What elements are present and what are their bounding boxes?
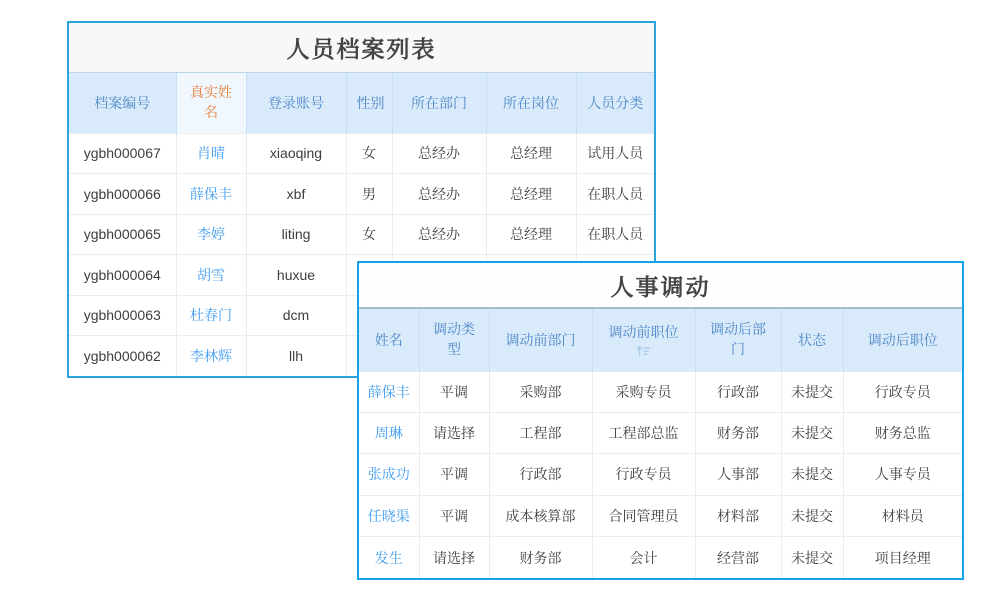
archive-table-title: 人员档案列表 [69,23,654,73]
table-cell: xbf [246,174,346,215]
table-cell: 试用人员 [576,133,654,174]
transfer-header-row [359,309,962,371]
col-header-archive-no[interactable]: 档案编号 [69,73,176,133]
table-cell: 在职人员 [576,174,654,215]
person-name-link[interactable]: 李林辉 [176,336,246,377]
person-name-link[interactable]: 任晓渠 [359,495,419,536]
person-name-link[interactable]: 周琳 [359,412,419,453]
archive-header-row [69,73,654,133]
table-cell: 总经办 [392,133,486,174]
table-cell: ygbh000064 [69,255,176,296]
table-cell: 材料员 [843,495,962,536]
col-header-position-before[interactable] [592,309,695,371]
table-cell: 女 [346,214,392,255]
personnel-transfer-card [357,261,964,580]
table-cell: 材料部 [695,495,781,536]
table-cell: 会计 [592,537,695,578]
transfer-table-body [359,371,962,578]
table-cell: 未提交 [781,454,843,495]
table-cell: 女 [346,133,392,174]
table-cell: 财务部 [489,537,592,578]
col-header-real-name[interactable]: 真实姓名 [176,73,246,133]
col-header-position[interactable]: 所在岗位 [486,73,576,133]
table-cell: 请选择 [419,537,489,578]
col-header-dept-after[interactable]: 调动后部门 [695,309,781,371]
person-name-link[interactable]: 肖晴 [176,133,246,174]
table-cell: 行政专员 [592,454,695,495]
col-header-gender[interactable]: 性别 [346,73,392,133]
table-cell: 财务部 [695,412,781,453]
table-cell: 未提交 [781,412,843,453]
table-cell: 成本核算部 [489,495,592,536]
table-row [359,495,962,536]
table-cell: 男 [346,174,392,215]
table-row [359,412,962,453]
table-cell: 总经办 [392,174,486,215]
table-cell: 项目经理 [843,537,962,578]
person-name-link[interactable]: 薛保丰 [176,174,246,215]
transfer-table [359,309,962,578]
table-cell: ygbh000063 [69,295,176,336]
table-cell: 工程部 [489,412,592,453]
table-cell: 平调 [419,371,489,412]
table-row [69,214,654,255]
table-row [359,537,962,578]
table-row [359,371,962,412]
col-header-position-before-label: 调动前职位 [608,323,679,340]
table-cell: 经营部 [695,537,781,578]
table-cell: 财务总监 [843,412,962,453]
person-name-link[interactable]: 发生 [359,537,419,578]
transfer-table-title: 人事调动 [359,263,962,309]
table-cell: xiaoqing [246,133,346,174]
table-cell: 合同管理员 [592,495,695,536]
table-cell: ygbh000065 [69,214,176,255]
table-cell: 请选择 [419,412,489,453]
table-row [359,454,962,495]
table-cell: 人事专员 [843,454,962,495]
table-cell: 工程部总监 [592,412,695,453]
table-cell: ygbh000062 [69,336,176,377]
table-cell: liting [246,214,346,255]
table-cell: 平调 [419,454,489,495]
person-name-link[interactable]: 胡雪 [176,255,246,296]
col-header-category[interactable]: 人员分类 [576,73,654,133]
col-header-transfer-type[interactable]: 调动类型 [419,309,489,371]
table-cell: 总经理 [486,174,576,215]
table-cell: 采购部 [489,371,592,412]
table-cell: 行政部 [695,371,781,412]
sort-icon[interactable] [603,345,685,357]
table-cell: 未提交 [781,537,843,578]
table-cell: 采购专员 [592,371,695,412]
col-header-department[interactable]: 所在部门 [392,73,486,133]
col-header-dept-before[interactable]: 调动前部门 [489,309,592,371]
person-name-link[interactable]: 薛保丰 [359,371,419,412]
person-name-link[interactable]: 杜春门 [176,295,246,336]
table-cell: 行政专员 [843,371,962,412]
table-cell: huxue [246,255,346,296]
table-cell: 人事部 [695,454,781,495]
table-cell: ygbh000067 [69,133,176,174]
table-row [69,133,654,174]
table-cell: 总经理 [486,133,576,174]
col-header-position-after[interactable]: 调动后职位 [843,309,962,371]
col-header-login-account[interactable]: 登录账号 [246,73,346,133]
table-cell: 总经理 [486,214,576,255]
person-name-link[interactable]: 李婷 [176,214,246,255]
table-cell: llh [246,336,346,377]
table-cell: 平调 [419,495,489,536]
table-row [69,174,654,215]
table-cell: dcm [246,295,346,336]
table-cell: ygbh000066 [69,174,176,215]
col-header-name[interactable]: 姓名 [359,309,419,371]
col-header-status[interactable]: 状态 [781,309,843,371]
table-cell: 总经办 [392,214,486,255]
person-name-link[interactable]: 张成功 [359,454,419,495]
table-cell: 行政部 [489,454,592,495]
table-cell: 未提交 [781,495,843,536]
table-cell: 未提交 [781,371,843,412]
table-cell: 在职人员 [576,214,654,255]
